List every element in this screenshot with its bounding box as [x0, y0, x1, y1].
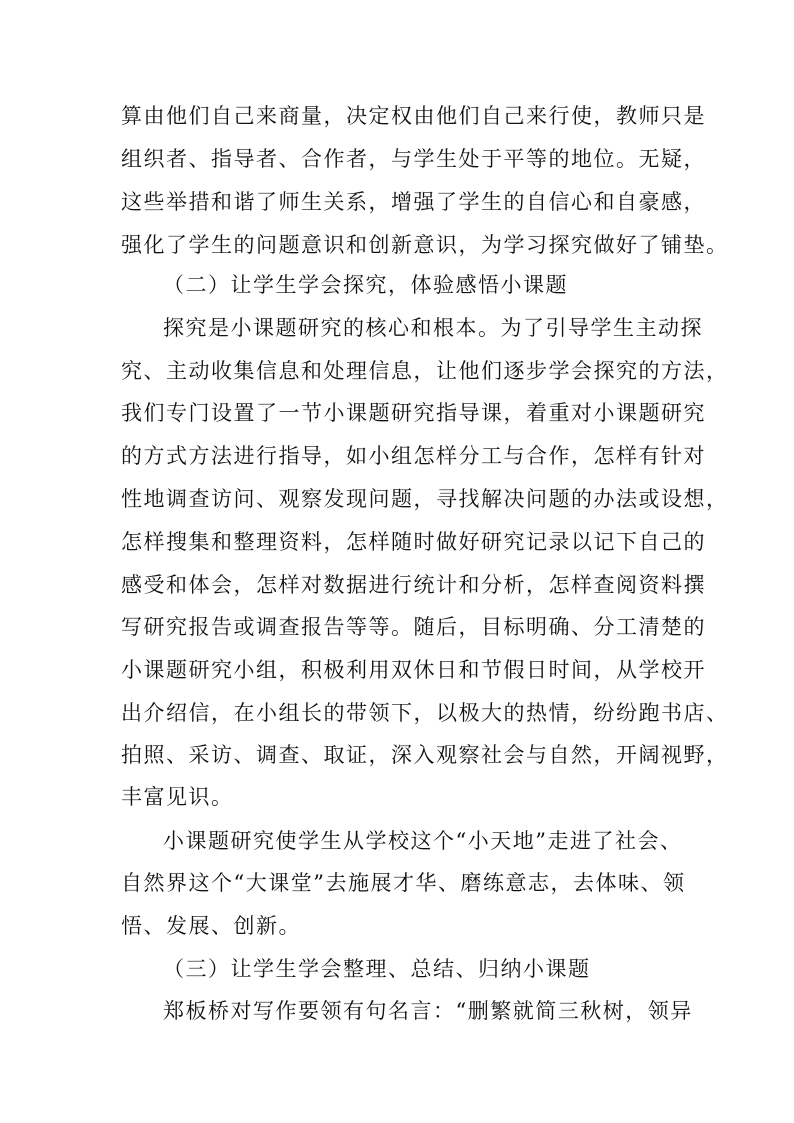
text-line: 出介绍信，在小组长的带领下，以极大的热情，纷纷跑书店、 — [121, 701, 729, 725]
text-line: 自然界这个“大课堂”去施展才华、磨练意志，去体味、领 — [121, 871, 686, 895]
section-heading: （二）让学生学会探究，体验感悟小课题 — [163, 273, 568, 297]
text-line: 小课题研究使学生从学校这个“小天地”走进了社会、 — [163, 829, 683, 853]
text-line: 感受和体会，怎样对数据进行统计和分析，怎样查阅资料撰 — [121, 573, 706, 597]
text-line: 的方式方法进行指导，如小组怎样分工与合作，怎样有针对 — [121, 444, 706, 468]
text-line: 丰富见识。 — [121, 785, 234, 809]
text-line: 怎样搜集和整理资料，怎样随时做好研究记录以记下自己的 — [121, 530, 706, 554]
text-line: 拍照、采访、调查、取证，深入观察社会与自然，开阔视野， — [121, 743, 729, 767]
text-line: 性地调查访问、观察发现问题，寻找解决问题的办法或设想， — [121, 487, 729, 511]
text-line: 组织者、指导者、合作者，与学生处于平等的地位。无疑， — [121, 147, 706, 171]
section-heading: （三）让学生学会整理、总结、归纳小课题 — [163, 957, 591, 981]
text-line: 我们专门设置了一节小课题研究指导课，着重对小课题研究 — [121, 401, 706, 425]
text-line: 强化了学生的问题意识和创新意识，为学习探究做好了铺垫。 — [121, 233, 729, 257]
text-line: 究、主动收集信息和处理信息，让他们逐步学会探究的方法， — [121, 359, 729, 383]
text-line: 这些举措和谐了师生关系，增强了学生的自信心和自豪感， — [121, 190, 706, 214]
text-line: 小课题研究小组，积极利用双休日和节假日时间，从学校开 — [121, 658, 706, 682]
text-line: 探究是小课题研究的核心和根本。为了引导学生主动探 — [163, 316, 703, 340]
text-line: 郑板桥对写作要领有句名言：“删繁就简三秋树，领异 — [163, 999, 693, 1023]
text-line: 悟、发展、创新。 — [121, 914, 301, 938]
text-line: 写研究报告或调查报告等等。随后，目标明确、分工清楚的 — [121, 615, 706, 639]
text-line: 算由他们自己来商量，决定权由他们自己来行使，教师只是 — [121, 104, 706, 128]
